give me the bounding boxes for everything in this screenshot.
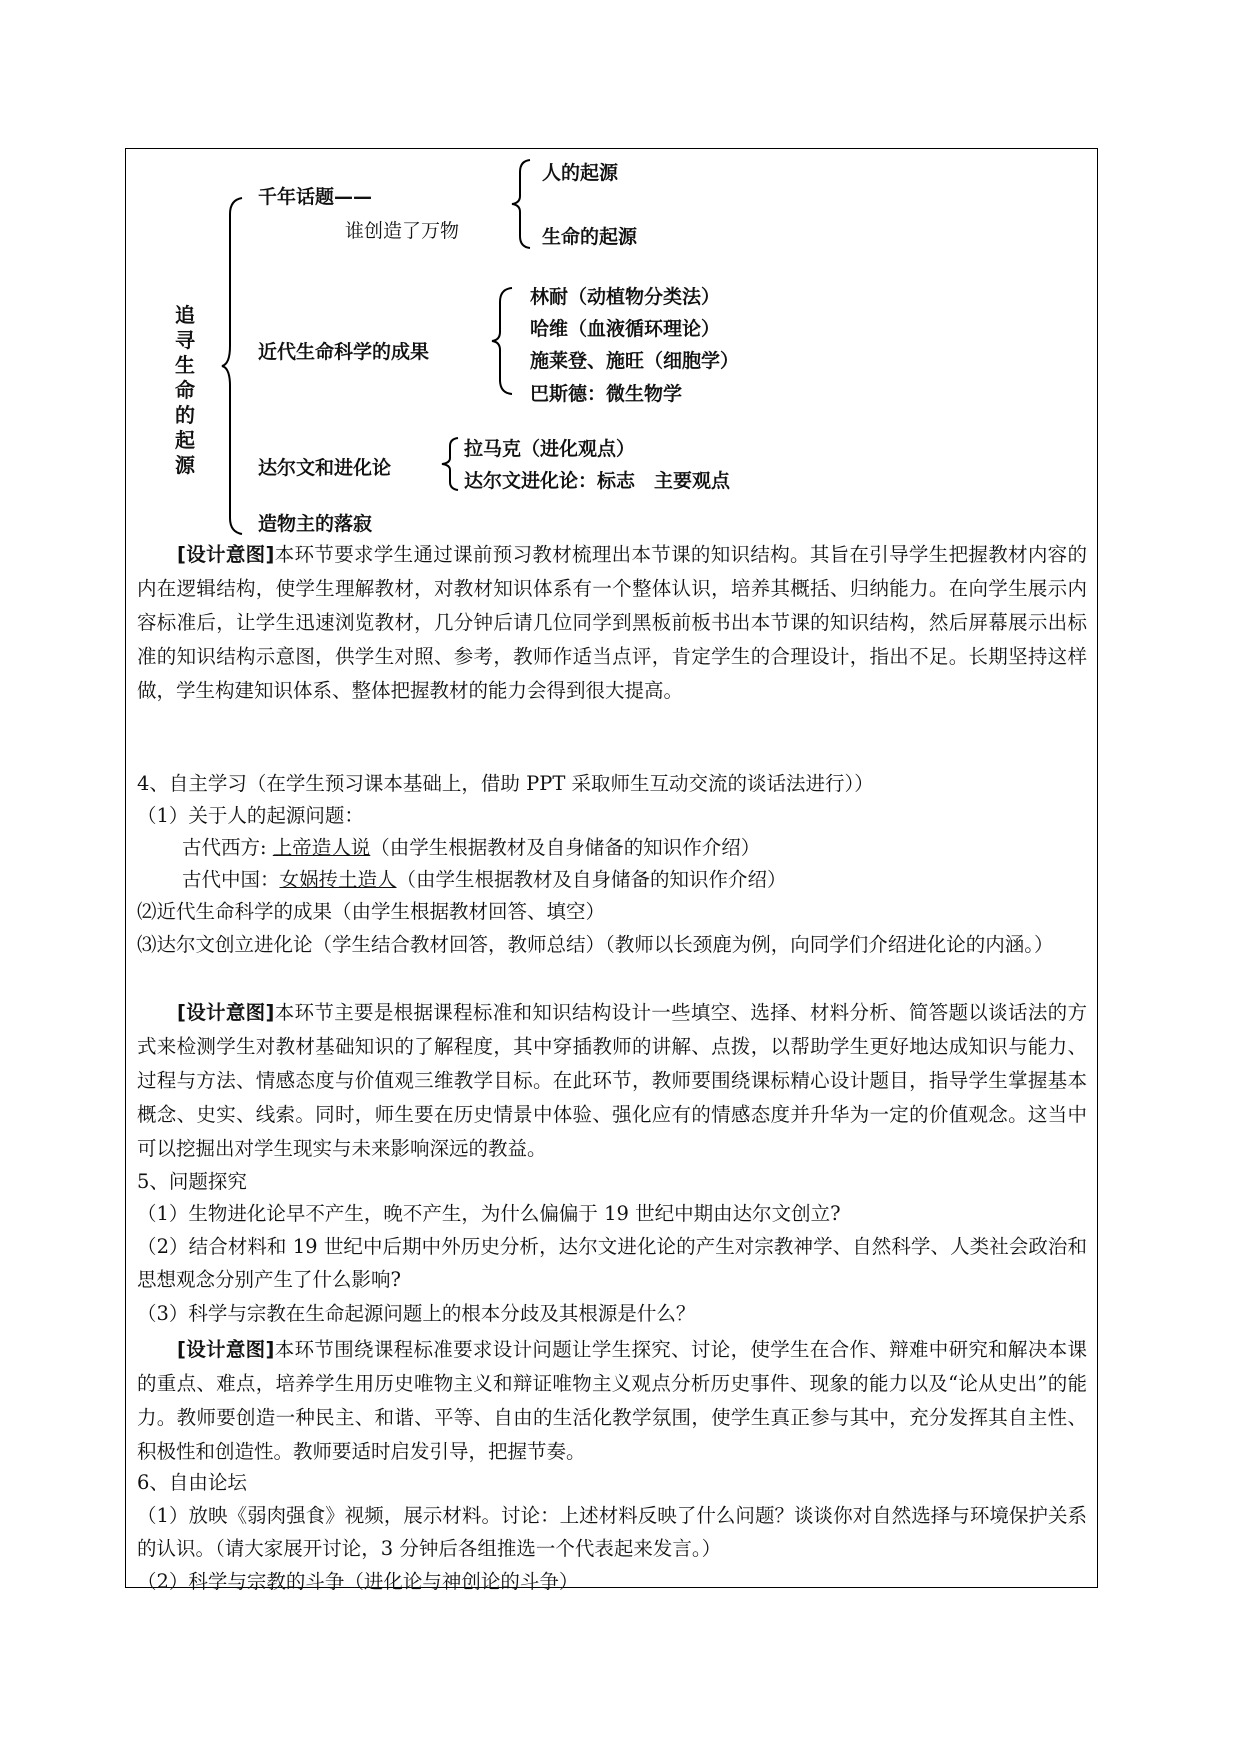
design-intent-text: 本环节主要是根据课程标准和知识结构设计一些填空、选择、材料分析、简答题以谈话法的方式来检测学生对教材基础知识的了解程度，其中穿插教师的讲解、点拨，以帮助学生更好地达成知识与能力、过程与方法、情感态度与价值观三维教学目标。在此环节，教师要围绕课标精心设计题目，指导学生掌握基本概念、史实、线索。同时，师生要在历史情景中体验、强化应有的情感态度并升华为一定的价值观念。这当中可以挖掘出对学生现实与未来影响深远的教益。 [137, 1001, 1087, 1160]
root-title-char: 的 [175, 403, 195, 427]
section6-q2: （2）科学与宗教的斗争（进化论与神创论的斗争） [137, 1570, 579, 1593]
west-note: （由学生根据教材及自身储备的知识作介绍） [370, 836, 761, 859]
design-intent-2 [137, 996, 1087, 1166]
section4-heading: 4、自主学习（在学生预习课本基础上，借助 PPT 采取师生互动交流的谈话法进行）） [137, 772, 874, 795]
design-intent-tag: [设计意图] [177, 1338, 275, 1361]
section5-q2: （2）结合材料和 19 世纪中后期中外历史分析，达尔文进化论的产生对宗教神学、自然科学、人类社会政治和思想观念分别产生了什么影响? [137, 1235, 1087, 1291]
branch3-item-lamarck: 拉马克（进化观点） [464, 438, 636, 460]
design-intent-1 [137, 538, 1087, 708]
root-title-char: 生 [175, 353, 195, 377]
root-title-char: 起 [175, 428, 195, 452]
branch2-title: 近代生命科学的成果 [258, 341, 430, 363]
design-intent-tag: [设计意图] [177, 1001, 275, 1024]
china-note: （由学生根据教材及自身储备的知识作介绍） [396, 868, 787, 891]
branch1-item-human-origin: 人的起源 [542, 162, 619, 184]
section4-q1: （1）关于人的起源问题： [137, 804, 364, 827]
branch2-item-linnaeus: 林耐（动植物分类法） [530, 286, 721, 308]
branch2-item-pasteur: 巴斯德：微生物学 [530, 383, 683, 405]
root-title-char: 命 [175, 378, 195, 402]
branch4-title: 造物主的落寂 [258, 513, 373, 535]
china-answer: 女娲抟土造人 [279, 868, 397, 891]
branch1-subtitle: 谁创造了万物 [345, 220, 460, 242]
section5-q1: （1）生物进化论早不产生，晚不产生，为什么偏偏于 19 世纪中期由达尔文创立? [137, 1202, 841, 1225]
branch2-item-harvey: 哈维（血液循环理论） [530, 318, 721, 340]
china-label: 古代中国： [182, 868, 280, 891]
branch1-item-life-origin: 生命的起源 [542, 226, 638, 248]
section6-heading: 6、自由论坛 [137, 1471, 247, 1494]
branch1-title: 千年话题—— [258, 186, 373, 208]
branch3-item-darwin: 达尔文进化论：标志 主要观点 [464, 470, 731, 492]
design-intent-tag: [设计意图] [177, 543, 275, 566]
branch3-brace [440, 436, 460, 492]
section5-q3: （3）科学与宗教在生命起源问题上的根本分歧及其根源是什么？ [137, 1302, 696, 1325]
branch3-title: 达尔文和进化论 [258, 457, 392, 479]
section4-china-line [137, 864, 1137, 896]
root-title-char: 寻 [175, 328, 195, 352]
design-intent-text: 本环节围绕课程标准要求设计问题让学生探究、讨论，使学生在合作、辩难中研究和解决本课的重点、难点，培养学生用历史唯物主义和辩证唯物主义观点分析历史事件、现象的能力以及“论从史出”的能力。教师要创造一种民主、和谐、平等、自由的生活化教学氛围，使学生真正参与其中，充分发挥其自主性、积极性和创造性。教师要适时启发引导，把握节奏。 [137, 1338, 1087, 1463]
section4-q3: ⑶达尔文创立进化论（学生结合教材回答，教师总结）（教师以长颈鹿为例，向同学们介绍进化论的内涵。） [137, 933, 1054, 956]
section4-west-line [137, 832, 1137, 864]
branch2-brace [490, 286, 514, 396]
outline-main-brace [222, 196, 246, 536]
west-answer: 上帝造人说 [272, 836, 371, 859]
branch1-brace [510, 158, 532, 250]
section5-heading: 5、问题探究 [137, 1170, 247, 1193]
design-intent-text: 本环节要求学生通过课前预习教材梳理出本节课的知识结构。其旨在引导学生把握教材内容的内在逻辑结构，使学生理解教材，对教材知识体系有一个整体认识，培养其概括、归纳能力。在向学生展示内容标准后，让学生迅速浏览教材，几分钟后请几位同学到黑板前板书出本节课的知识结构，然后屏幕展示出标准的知识结构示意图，供学生对照、参考，教师作适当点评，肯定学生的合理设计，指出不足。长期坚持这样做，学生构建知识体系、整体把握教材的能力会得到很大提高。 [137, 543, 1087, 702]
design-intent-3 [137, 1333, 1087, 1469]
section4-q2: ⑵近代生命科学的成果（由学生根据教材回答、填空） [137, 900, 606, 923]
outline-root-title [173, 303, 197, 478]
root-title-char: 追 [175, 303, 195, 327]
root-title-char: 源 [175, 453, 195, 477]
branch2-item-schleiden-schwann: 施莱登、施旺（细胞学） [530, 350, 740, 372]
west-label: 古代西方: [182, 836, 273, 859]
section6-q1: （1）放映《弱肉强食》视频，展示材料。讨论：上述材料反映了什么问题？谈谈你对自然选择与环境保护关系的认识。（请大家展开讨论，3 分钟后各组推选一个代表起来发言。） [137, 1504, 1087, 1560]
